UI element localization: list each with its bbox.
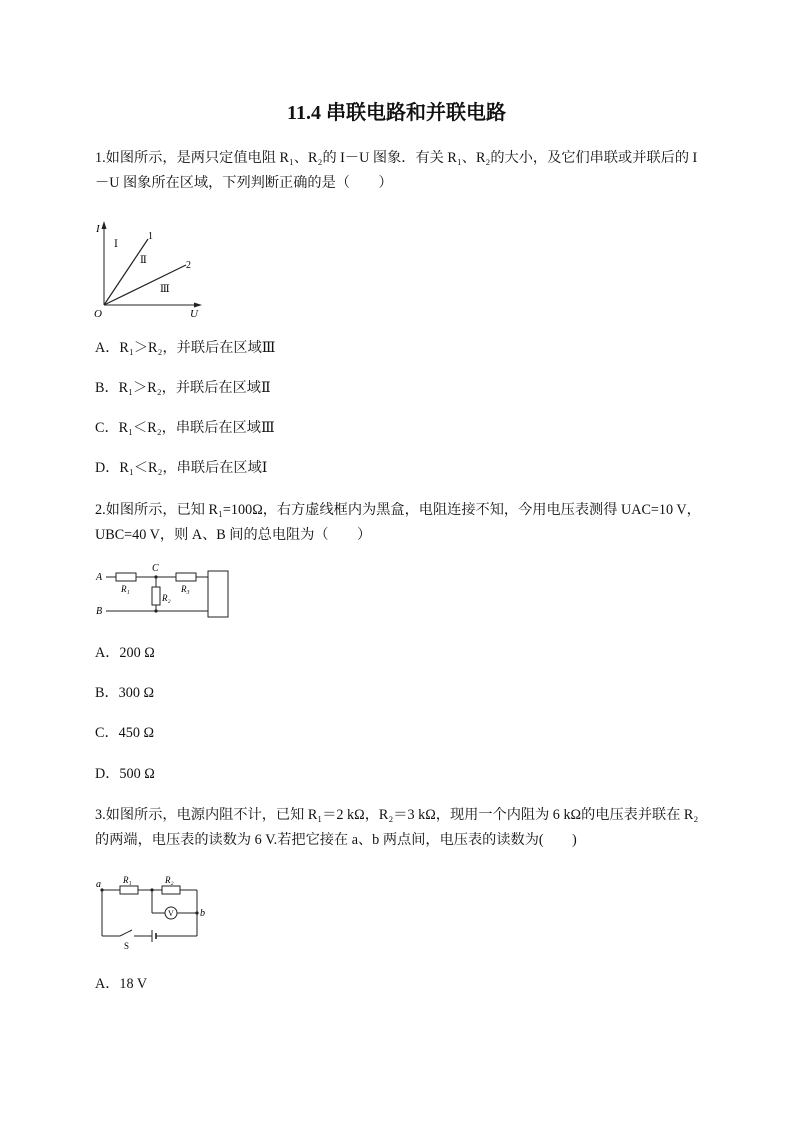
voltmeter-circuit-figure — [92, 873, 217, 953]
axis-i-label: I — [96, 223, 100, 235]
region-1-label: Ⅰ — [114, 239, 118, 250]
question-2-line-1: 2.如图所示，已知 R₁=100Ω，右方虚线框内为黑盒，电阻连接不知，今用电压表测得 UAC=10 V， — [95, 502, 701, 518]
origin-label: O — [94, 308, 102, 320]
axis-u-label: U — [190, 308, 198, 320]
question-1-line-1: 1.如图所示，是两只定值电阻 R₁、R₂的 I－U 图象．有关 R₁、R₂的大小，及它们串联或并联后的 I — [95, 150, 698, 166]
node-b-label: b — [200, 908, 205, 919]
q2-option-a: A．200 Ω — [95, 645, 155, 661]
region-2-label: Ⅱ — [140, 255, 147, 266]
line-2-label: 2 — [186, 260, 191, 271]
q1-option-a: A．R₁＞R₂，并联后在区域Ⅲ — [95, 340, 276, 356]
node-b-label: B — [96, 606, 103, 617]
iu-graph-figure — [90, 215, 220, 320]
question-3 — [95, 803, 705, 853]
question-3-line-1: 3.如图所示，电源内阻不计，已知 R₁＝2 kΩ，R₂＝3 kΩ，现用一个内阻为 6 kΩ的电压表并联在 R₂ — [95, 807, 699, 823]
q1-option-d: D．R₁＜R₂，串联后在区域Ⅰ — [95, 460, 268, 476]
q1-option-b: B．R₁＞R₂，并联后在区域Ⅱ — [95, 380, 271, 396]
page-title: 11.4 串联电路和并联电路 — [287, 102, 506, 124]
voltmeter-label: V — [168, 909, 174, 918]
q1-option-c: C．R₁＜R₂，串联后在区域Ⅲ — [95, 420, 275, 436]
r1-label: R₁ — [123, 875, 132, 885]
r2-label: R₂ — [165, 875, 174, 885]
question-1-line-2: －U 图象所在区域，下列判断正确的是（ ） — [95, 175, 393, 191]
line-1-label: 1 — [148, 231, 153, 242]
q2-option-d: D．500 Ω — [95, 766, 155, 782]
node-a-label: A — [96, 572, 103, 583]
q2-option-b: B．300 Ω — [95, 685, 155, 701]
node-c-label: C — [152, 563, 159, 574]
r3-label: R₃ — [181, 584, 190, 594]
question-1 — [95, 146, 705, 196]
switch-label: S — [124, 941, 130, 951]
question-3-line-2: 的两端，电压表的读数为 6 V.若把它接在 a、b 两点间，电压表的读数为( ) — [95, 832, 577, 848]
node-a-label: a — [96, 879, 101, 890]
question-2-line-2: UBC=40 V，则 A、B 间的总电阻为（ ） — [95, 527, 372, 543]
region-3-label: Ⅲ — [160, 284, 170, 295]
q2-option-c: C．450 Ω — [95, 725, 155, 741]
r2-label: R₂ — [162, 593, 171, 603]
question-2 — [95, 498, 705, 548]
black-box-circuit-figure — [92, 563, 237, 623]
q3-option-a: A．18 V — [95, 976, 148, 992]
r1-label: R₁ — [121, 584, 130, 594]
